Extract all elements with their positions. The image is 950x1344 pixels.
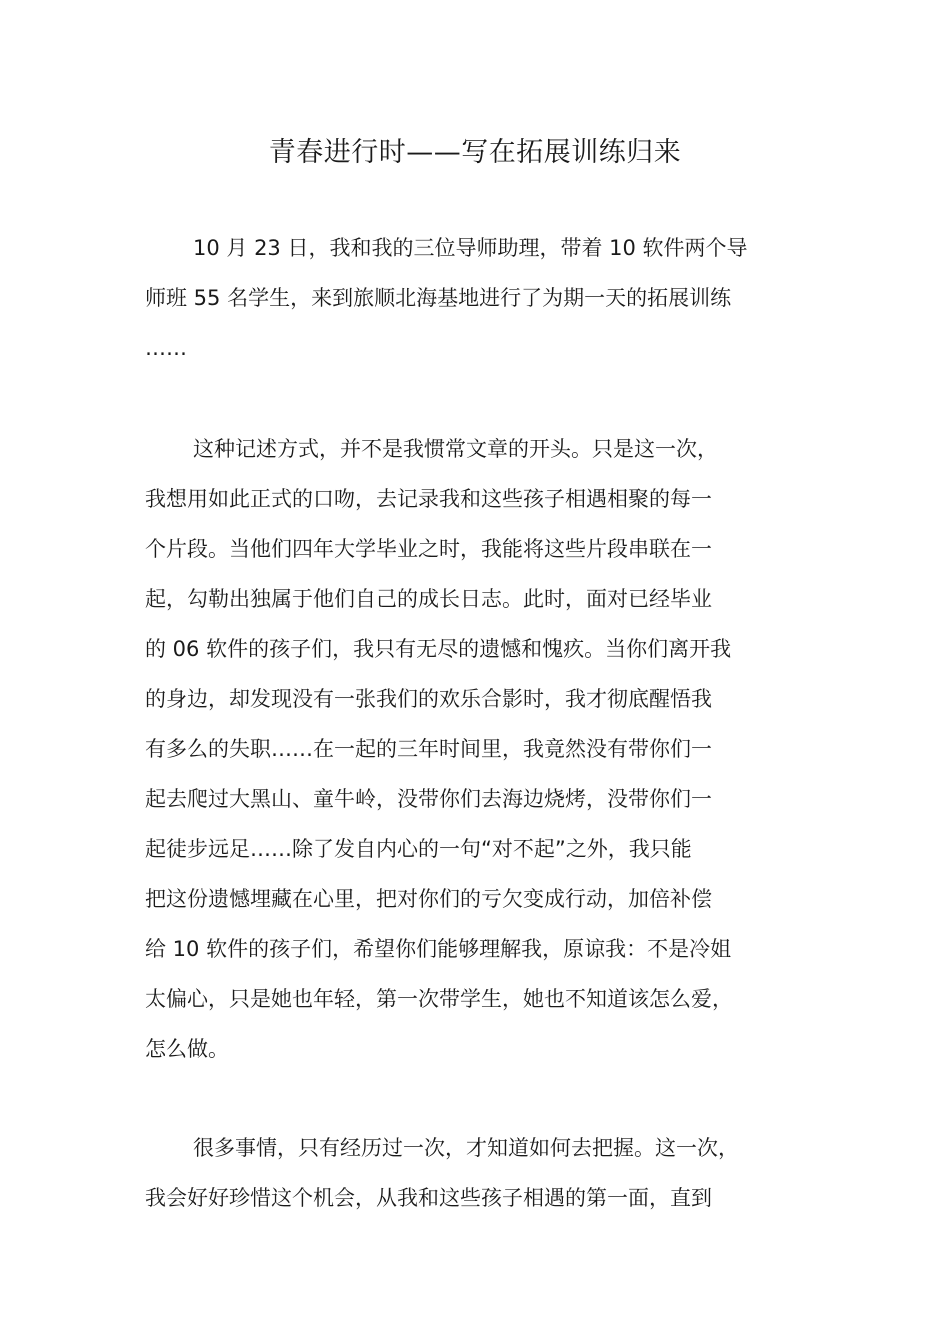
paragraph-line: ……	[145, 336, 187, 360]
document-title: 青春进行时——写在拓展训练归来	[268, 137, 682, 168]
paragraph-line: 太偏心，只是她也年轻，第一次带学生，她也不知道该怎么爱，	[145, 987, 733, 1011]
paragraph-line: 我会好好珍惜这个机会，从我和这些孩子相遇的第一面，直到	[145, 1186, 712, 1210]
paragraph-line: 起，勾勒出独属于他们自己的成长日志。此时，面对已经毕业	[145, 587, 712, 611]
paragraph-line: 有多么的失职……在一起的三年时间里，我竟然没有带你们一	[145, 737, 712, 761]
paragraph-1	[145, 223, 835, 373]
paragraph-line: 起徒步远足……除了发自内心的一句“对不起”之外，我只能	[145, 837, 692, 861]
paragraph-2	[145, 424, 835, 1074]
paragraph-line: 把这份遗憾埋藏在心里，把对你们的亏欠变成行动，加倍补偿	[145, 887, 712, 911]
paragraph-line: 这种记述方式，并不是我惯常文章的开头。只是这一次，	[193, 437, 718, 461]
paragraph-line: 起去爬过大黑山、童牛岭，没带你们去海边烧烤，没带你们一	[145, 787, 712, 811]
paragraph-line: 10 月 23 日，我和我的三位导师助理，带着 10 软件两个导	[193, 236, 748, 260]
paragraph-line: 的身边，却发现没有一张我们的欢乐合影时，我才彻底醒悟我	[145, 687, 712, 711]
paragraph-3	[145, 1123, 835, 1223]
paragraph-line: 个片段。当他们四年大学毕业之时，我能将这些片段串联在一	[145, 537, 712, 561]
paragraph-line: 的 06 软件的孩子们，我只有无尽的遗憾和愧疚。当你们离开我	[145, 637, 732, 661]
paragraph-line: 怎么做。	[145, 1037, 229, 1061]
paragraph-line: 师班 55 名学生，来到旅顺北海基地进行了为期一天的拓展训练	[145, 286, 732, 310]
paragraph-line: 很多事情，只有经历过一次，才知道如何去把握。这一次，	[193, 1136, 739, 1160]
paragraph-line: 给 10 软件的孩子们，希望你们能够理解我，原谅我：不是冷姐	[145, 937, 732, 961]
paragraph-line: 我想用如此正式的口吻，去记录我和这些孩子相遇相聚的每一	[145, 487, 712, 511]
